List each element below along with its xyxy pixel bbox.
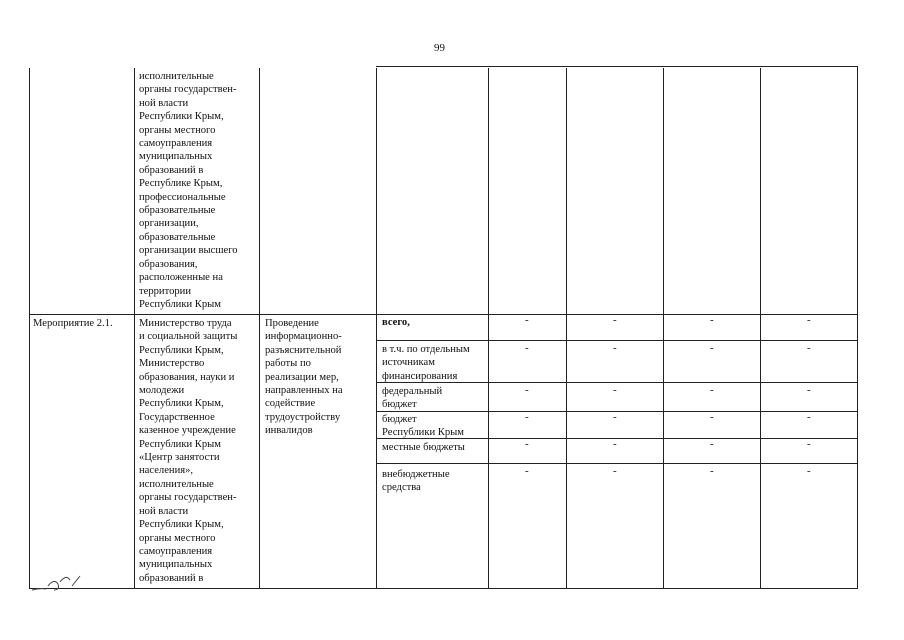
funding-value: - bbox=[807, 384, 811, 396]
measure-executors-text: Министерство труда и социальной защиты Республики Крым, Министерство образования, науки и молодежи Республики Крым, Государственное казенное учреждение Республики Крым «Центр занятости населения», исполнительные органы государствен- ной власти Республики Крым, органы местного самоуправления муниципальных образований в bbox=[139, 318, 238, 584]
funding-value: - bbox=[525, 465, 529, 477]
funding-row-label: в т.ч. по отдельным источникам финансирования bbox=[382, 344, 470, 382]
funding-value: - bbox=[807, 438, 811, 450]
funding-value: - bbox=[525, 411, 529, 423]
funding-value: - bbox=[525, 438, 529, 450]
funding-value: - bbox=[525, 314, 529, 326]
funding-value: - bbox=[613, 384, 617, 396]
funding-value: - bbox=[807, 314, 811, 326]
funding-row-label: всего, bbox=[382, 317, 410, 328]
funding-value: - bbox=[613, 411, 617, 423]
funding-value: - bbox=[710, 342, 714, 354]
funding-value: - bbox=[710, 411, 714, 423]
funding-value: - bbox=[807, 411, 811, 423]
funding-value: - bbox=[807, 465, 811, 477]
page-number: 99 bbox=[434, 42, 445, 54]
continued-executors-text: исполнительные органы государствен- ной власти Республики Крым, органы местного самоуправления муниципальных образований в Республике Крым, профессиональные образовательные организации, образовательные организации высшего образования, расположенные на территории Республики Крым bbox=[139, 71, 238, 310]
handwritten-mark bbox=[30, 566, 90, 594]
funding-row-label: бюджет Республики Крым bbox=[382, 414, 464, 439]
funding-value: - bbox=[525, 384, 529, 396]
funding-value: - bbox=[710, 465, 714, 477]
funding-value: - bbox=[613, 342, 617, 354]
funding-row-label: внебюджетные средства bbox=[382, 469, 450, 494]
funding-value: - bbox=[710, 314, 714, 326]
funding-value: - bbox=[613, 438, 617, 450]
funding-value: - bbox=[613, 314, 617, 326]
funding-value: - bbox=[525, 342, 529, 354]
funding-value: - bbox=[710, 384, 714, 396]
funding-value: - bbox=[710, 438, 714, 450]
funding-row-label: местные бюджеты bbox=[382, 442, 465, 453]
funding-value: - bbox=[613, 465, 617, 477]
funding-value: - bbox=[807, 342, 811, 354]
measure-name: Мероприятие 2.1. bbox=[33, 318, 113, 329]
measure-description: Проведение информационно- разъяснительной работы по реализации мер, направленных на содействие трудоустройству инвалидов bbox=[265, 318, 343, 437]
funding-row-label: федеральный бюджет bbox=[382, 386, 443, 411]
